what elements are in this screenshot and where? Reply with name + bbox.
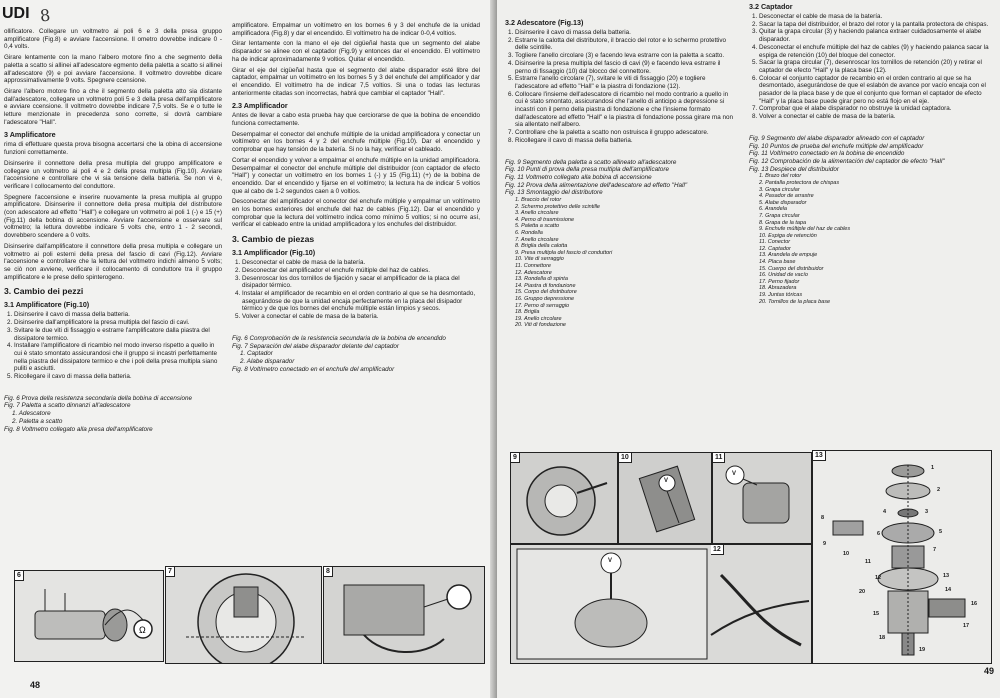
list-item: 1. Disinserire il cavo di massa della batteria. (515, 29, 737, 37)
list-item: 1. Desconectar el cable de masa de la batería. (242, 259, 480, 267)
right-page (497, 0, 1000, 698)
legend-item: 14. Placa base (759, 259, 796, 266)
list-item: 6. Collocare l'insieme dell'adescatore di ricambio nel modo contrario a quello in cui è stato smontato, assicurandosi che l'anello di anticipo a depressione si incastri con il perno della piastra di fondazione e che l'insieme formato dall'adescatore ad effetto "Hall" e la piastra di fondazione possa girare ma non sia allentato nell'albero. (515, 91, 737, 130)
voltmeter-symbol: V (608, 558, 613, 564)
caption: Fig. 10 Puntos de prueba del enchufe múltiple del amplificador (749, 142, 924, 150)
hall-supply-test-illustration (511, 545, 811, 663)
callout-number: 13 (943, 573, 950, 579)
distributor-vane-illustration (166, 567, 321, 663)
figure-number: 11 (713, 453, 725, 463)
caption: Fig. 12 Prova della alimentazione dell'adescatore ad effetto "Hall" (505, 181, 688, 189)
figure-11 (712, 452, 812, 544)
figure-number: 12 (711, 545, 724, 555)
caption: 1. Adescatore (12, 410, 51, 418)
caption: 1. Captador (240, 350, 273, 358)
list-item: 2. Sacar la tapa del distribuidor, el brazo del rotor y la pantalla protectora de chispas. (759, 21, 993, 29)
paragraph: Spegnere l'accensione e inserire nuovamente la presa multipla al gruppo amplificatore. Disinserire il connettore della presa multipla del distributore (con adescatore ad effetto "Hall") e collegare un voltmetro ai poli 1 (-) e 15 (+) (Fig.11) della bobina di accensione. Avviare l'accensione e osservare sul voltmetro; la lettura dovrebbe indicare 5 volts che, entro 1 - 2 secondi, dovrebbero scendere a 0 volts. (4, 193, 222, 240)
list-item: 5. Volver a conectar el cable de masa de la batería. (242, 313, 480, 321)
figure-6 (14, 570, 164, 662)
section-heading: 2.3 Amplificador (232, 101, 288, 111)
figure-number: 7 (166, 567, 175, 577)
legend-item: 3. Anello circolare (515, 210, 559, 217)
page-number: 48 (30, 680, 41, 690)
callout-number: 19 (919, 647, 926, 653)
legend-item: 1. Braccio del rotor (515, 197, 562, 204)
caption: Fig. 11 Voltmetro collegato alla bobina di accensione (505, 173, 652, 181)
caption: Fig. 6 Prova della resistenza secondaria della bobina di accensione (4, 394, 192, 402)
paragraph: ollificatore. Collegare un voltmetro ai poli 6 e 3 della presa gruppo amplificatore (Fig.8) e avviare l'accensione. Il ometro dovrebbe indicare 0 - 0,4 volts. (4, 28, 222, 51)
callout-number: 1 (931, 465, 935, 471)
paragraph: Disinserire il connettore della presa multipla del gruppo amplificatore e collegare un voltmetro ai poli 4 e 2 della presa multipla (Fig.10). Avviare l'accensione e controllare che vi sia tensione della batteria. Se non vi è, verificare l collocamento del conduttore. (4, 159, 222, 190)
legend-item: 8. Briglia della calotta (515, 243, 568, 250)
callout-number: 16 (971, 601, 978, 607)
paragraph: Girar lentamente con la mano el eje del cigüeñal hasta que un segmento del alabe disparador se alinee con el captador (Fig.9) y entonces dar el encendido. El voltímetro ha de indicar aproximadamente 9 voltios. Quitar el encendido. (232, 40, 480, 63)
page-number: 49 (984, 666, 995, 676)
caption: Fig. 6 Comprobación de la resistencia secundaria de la bobina de encendido (232, 334, 446, 342)
caption: Fig. 13 Despiece del distribuidor (749, 165, 839, 173)
legend-item: 17. Perno fijador (759, 278, 800, 285)
coil-voltmeter-illustration (713, 453, 811, 543)
legend-item: 4. Perno di trasmissione (515, 216, 574, 223)
callout-number: 9 (823, 541, 827, 547)
caption: Fig. 7 Paletta a scatto dinnanzi all'adescatore (4, 402, 131, 410)
caption: 2. Paletta a scatto (12, 417, 63, 425)
list-item: 5. Sacar la grapa circular (7), desenroscar los tornillos de retención (20) y retirar el captador de efecto "Hall" y la placa base (12). (759, 59, 993, 74)
legend-item: 20. Tornillos de la placa base (759, 298, 831, 305)
paragraph: Girar el eje del cigüeñal hasta que el segmento del alabe disparador esté libre del captador, empalmar un voltímetro en los bornes 5 y 3 del enchufe del amplificador y dar el encendido. El voltímetro ha de indicar 7,5 voltios. Si una o todas las lecturas anteriormente citadas son incorrectas, habrá que cambiar el captador "Hall". (232, 66, 480, 97)
paragraph: Girare lentamente con la mano l'albero motore fino a che segmento della paletta a scatto si allinei all'adescatore egmento della paletta a scatto si allinei all'adescatore (9) e poi avviare l'accensione. Il voltmetro dovrebbe dicare approssimativamente 9 volts. Spegnere ccensione. (4, 54, 222, 85)
legend-item: 11. Connettore (515, 263, 551, 269)
figure-10 (618, 452, 712, 544)
procedure-list (232, 259, 480, 321)
legend-item: 18. Abrazadera (759, 285, 797, 292)
left-page (0, 0, 497, 698)
legend-item: 12. Captador (759, 245, 791, 252)
list-item: 1. Desconectar el cable de masa de la batería. (759, 13, 993, 21)
spanish-column-left (232, 22, 480, 562)
caption: 2. Alabe disparador (240, 357, 295, 365)
voltmeter-symbol: V (732, 471, 737, 477)
caption: Fig. 8 Voltmetro collegato alla presa dell'amplificatore (4, 425, 153, 433)
vane-segment-illustration (511, 453, 617, 543)
section-heading: 3.1 Amplificador (Fig.10) (232, 248, 316, 258)
caption: Fig. 7 Separación del alabe disparador delante del captador (232, 342, 399, 350)
legend-item: 11. Conector (759, 239, 791, 246)
legend-item: 15. Corpo del distributore (515, 289, 577, 296)
callout-number: 11 (865, 559, 871, 565)
figure-number: 10 (619, 453, 632, 463)
figure-captions (232, 335, 480, 374)
figure-number: 9 (511, 453, 520, 463)
section-heading: 3 Amplificatore (4, 130, 56, 140)
legend-item: 19. Juntas tóricas (759, 292, 803, 299)
parts-legend (505, 197, 737, 329)
paragraph: Desconectar del amplificador el conector del enchufe múltiple y empalmar un voltímetro en los bornes exteriores del enchufe del haz de cables (Fig.12). Dar el encendido y comprobar que la lectura del voltímetro indica como mínimo 5 voltios; si no ocurre así, verificar el cableado entre la unidad amplificadora y los enchufes del distribuidor. (232, 198, 480, 229)
callout-number: 4 (883, 509, 887, 515)
callout-number: 17 (963, 623, 970, 629)
legend-item: 18. Briglia (515, 309, 540, 316)
paragraph: rima di effettuare questa prova bisogna accertarsi che la obina di accensione funzioni correttamente. (4, 141, 222, 157)
paragraph: amplificatore. Empalmar un voltímetro en los bornes 6 y 3 del enchufe de la unidad amplificadora (Fig.8) y dar el encendido. El voltímetro ha de indicar 0-0,4 voltios. (232, 22, 480, 37)
italian-column-right (505, 14, 737, 454)
figure-number: 13 (813, 451, 826, 461)
callout-number: 12 (875, 575, 882, 581)
legend-item: 9. Presa multipla del fascio di conduttori (515, 249, 613, 256)
list-item: 3. Togliere l'anello circolare (3) e facendo leva estrarre con la paletta a scatto. (515, 52, 737, 60)
callout-number: 2 (937, 487, 941, 493)
legend-item: 7. Grapa circular (759, 212, 800, 219)
list-item: 4. Installare l'amplificatore di ricambio nel modo inverso rispetto a quello in cui è stato smontato assicurandosi che il gruppo si incastri perfettamente nella piastra del dissipatore termico e che i poli della presa multipla siano puliti e asciutti. (14, 342, 222, 373)
figure-number: 8 (324, 567, 333, 577)
figure-8 (323, 566, 485, 664)
figure-number: 6 (15, 571, 24, 581)
figure-13 (812, 450, 992, 664)
legend-item: 5. Alabe disparador (759, 199, 807, 206)
callout-number: 8 (821, 515, 825, 521)
legend-item: 4. Pasador de arrastre (759, 193, 814, 200)
paragraph: Girare l'albero motore fino a che il segmento della paletta atto sia distante dall'adescatore, collegare un voltmetro poli 5 e 3 della presa dell'amplificatore e avviare ccensione. Il voltmetro dovrebbe indicare 7,5 volts. Se e o tutte le letture menzionate in precedenza sono corrette, si dovrà cambiare l'adescatore "Hall". (4, 87, 222, 126)
callout-number: 7 (933, 547, 937, 553)
ignition-coil-illustration (15, 571, 163, 661)
figure-9 (510, 452, 618, 544)
legend-item: 6. Arandela (759, 206, 787, 213)
multiplug-test-points-illustration (619, 453, 711, 543)
figure-captions (749, 135, 993, 174)
spanish-column-right (749, 2, 993, 442)
voltmeter-symbol: V (664, 478, 669, 484)
figure-7 (165, 566, 322, 664)
legend-item: 15. Cuerpo del distribuidor (759, 265, 824, 272)
list-item: 3. Svitare le due viti di fissaggio e estrarre l'amplificatore dalla piastra del dissipatore termico. (14, 327, 222, 342)
caption: Fig. 11 Voltímetro conectado en la bobina de encendido (749, 150, 905, 158)
legend-item: 8. Grapa de la tapa (759, 219, 807, 226)
legend-item: 3. Grapa circular (759, 186, 800, 193)
list-item: 2. Disinserire dall'amplificatore la presa multipla del fascio di cavi. (14, 319, 222, 327)
parts-legend (749, 173, 993, 305)
callout-number: 5 (939, 529, 943, 535)
paragraph: Desempalmar el conector del enchufe múltiple de la unidad amplificadora y conectar un voltímetro en los bornes 4 y 2 del enchufe múltiple (Fig.10). Dar el encendido y comprobar que hay tensión de la batería. Si no la hay, verificar el cableado. (232, 130, 480, 154)
list-item: 6. Colocar el conjunto captador de recambio en el orden contrario al que se ha desmontado, asegurándose de que el eslabón de avance por vacío encaja con el pasador de la placa base y de que el conjunto que forman el captador de efecto "Hall" y la placa base puede girar pero no está flojo en el eje. (759, 75, 993, 106)
figure-captions (4, 395, 222, 434)
callout-number: 14 (945, 587, 952, 593)
list-item: 2. Desconectar del amplificador el enchufe múltiple del haz de cables. (242, 267, 480, 275)
callout-number: 18 (879, 635, 886, 641)
voltmeter-amplifier-illustration (324, 567, 484, 663)
callout-number: 6 (877, 531, 881, 537)
list-item: 4. Desconectar el enchufe múltiple del haz de cables (9) y haciendo palanca sacar la espiga de retención (10) del bloque del conector. (759, 44, 993, 59)
legend-item: 14. Piastra di fondazione (515, 282, 576, 289)
list-item: 1. Disinserire il cavo di massa della batteria. (14, 311, 222, 319)
section-heading: 3.2 Adescatore (Fig.13) (505, 18, 584, 27)
legend-item: 19. Anello circolare (515, 315, 562, 322)
legend-item: 16. Gruppo depressione (515, 295, 575, 302)
paragraph: Antes de llevar a cabo esta prueba hay que cerciorarse de que la bobina de encendido funciona correctamente. (232, 112, 480, 128)
legend-item: 16. Unidad de vacío (759, 272, 808, 279)
legend-item: 9. Enchufe múltiple del haz de cables (759, 226, 851, 233)
figure-12 (510, 544, 812, 664)
distributor-exploded-view (813, 451, 991, 663)
legend-item: 2. Schermo protettivo delle scintille (515, 203, 600, 210)
legend-item: 12. Adescatore (515, 269, 552, 276)
caption: Fig. 8 Voltímetro conectado en el enchufe del amplificador (232, 365, 395, 373)
legend-item: 20. Viti di fondazione (515, 322, 566, 329)
procedure-list (505, 29, 737, 145)
legend-item: 10. Espiga de retención (759, 232, 817, 239)
caption: Fig. 13 Smontaggio del distributore (505, 189, 603, 197)
paragraph: Cortar el encendido y volver a empalmar el enchufe múltiple en la unidad amplificadora. Desempalmar el conector del enchufe múltiple del distribuidor (con captador de efecto "Hall") y conectar un voltímetro en los bornes 1 (-) y 15 (Fig.11) (+) de la bobina de encendido. Dar el encendido y fijarse en el voltímetro; la lectura ha de indicar 5 voltios que al cabo de 1-2 segundos caen a 0 voltios. (232, 156, 480, 195)
legend-item: 17. Perno di serraggio (515, 302, 570, 309)
page-runner: UDI (2, 5, 30, 22)
list-item: 5. Ricollegare il cavo di massa della batteria. (14, 373, 222, 381)
list-item: 4. Instalar el amplificador de recambio en el orden contrario al que se ha desmontado, asegurándose de que la unidad encaja perfectamente en la placa del disipador térmico y de que los bornes del enchufe múltiple están limpios y secos. (242, 290, 480, 313)
callout-number: 3 (925, 509, 929, 515)
legend-item: 13. Rondella di spinta (515, 276, 568, 283)
callout-number: 10 (843, 551, 850, 557)
list-item: 8. Volver a conectar el cable de masa de la batería. (759, 113, 993, 121)
legend-item: 13. Arandela de empuje (759, 252, 818, 259)
paragraph: Disinserire dall'amplificatore il connettore della presa multipla e collegare un voltmetro ai poli esterni della presa del fascio di cavi (Fig.12). Avviare l'accensione e controllare che la lettura del voltmetro indichi almeno 5 volts; se ciò non avviene, verificare il collocamento di conduttore tra il gruppo amplificatore e le prese dello spinterogeno. (4, 242, 222, 281)
chapter-heading: 3. Cambio dei pezzi (4, 286, 84, 297)
legend-item: 10. Vite di serraggio (515, 256, 564, 263)
legend-item: 5. Paletta a scatto (515, 223, 560, 230)
legend-item: 2. Pantalla protectora de chispas (759, 179, 840, 186)
list-item: 5. Estrarre l'anello circolare (7), svitare le viti di fissaggio (20) e togliere l'adescatore ad effetto "Hall" e la piastra di fondazione (12). (515, 75, 737, 90)
section-heading: 3.1 Amplificatore (Fig.10) (4, 300, 90, 310)
caption: Fig. 9 Segmento del alabe disparador alineado con el captador (749, 134, 925, 142)
svg-text:Ω: Ω (139, 625, 146, 635)
procedure-list (4, 311, 222, 380)
caption: Fig. 10 Punti di prova della presa multipla dell'amplificatore (505, 166, 669, 174)
procedure-list (749, 13, 993, 121)
legend-item: 1. Brazo del rotor (759, 173, 802, 180)
handwritten-note: 8 (39, 5, 52, 26)
chapter-heading: 3. Cambio de piezas (232, 234, 315, 245)
legend-item: 7. Anello circolare (515, 236, 559, 243)
figure-captions (505, 159, 737, 198)
list-item: 7. Controllare che la paletta a scatto non ostruisca il gruppo adescatore. (515, 129, 737, 137)
list-item: 2. Estrarre la calotta del distributore, il braccio del rotor e lo schermo protettivo delle scintille. (515, 37, 737, 52)
list-item: 4. Disinserire la presa multipla del fascio di cavi (9) e facendo leva estrarre il perno di fissaggio (10) dal blocco del connettore. (515, 60, 737, 75)
callout-number: 20 (859, 589, 866, 595)
caption: Fig. 9 Segmento della paletta a scatto allineato all'adescatore (505, 158, 677, 166)
callout-number: 15 (873, 611, 880, 617)
caption: Fig. 12 Comprobación de la alimentación del captador de efecto "Hall" (749, 157, 945, 165)
legend-item: 6. Rondella (515, 230, 543, 237)
list-item: 3. Quitar la grapa circular (3) y haciendo palanca extraer cuidadosamente el alabe disparador. (759, 28, 993, 43)
italian-column-left (4, 28, 222, 568)
section-heading: 3.2 Captador (749, 2, 793, 11)
list-item: 7. Comprobar que el alabe disparador no obstruye la unidad captadora. (759, 105, 993, 113)
list-item: 3. Desenroscar los dos tornillos de fijación y sacar el amplificador de la placa del disipador térmico. (242, 275, 480, 290)
list-item: 8. Ricollegare il cavo di massa della batteria. (515, 137, 737, 145)
